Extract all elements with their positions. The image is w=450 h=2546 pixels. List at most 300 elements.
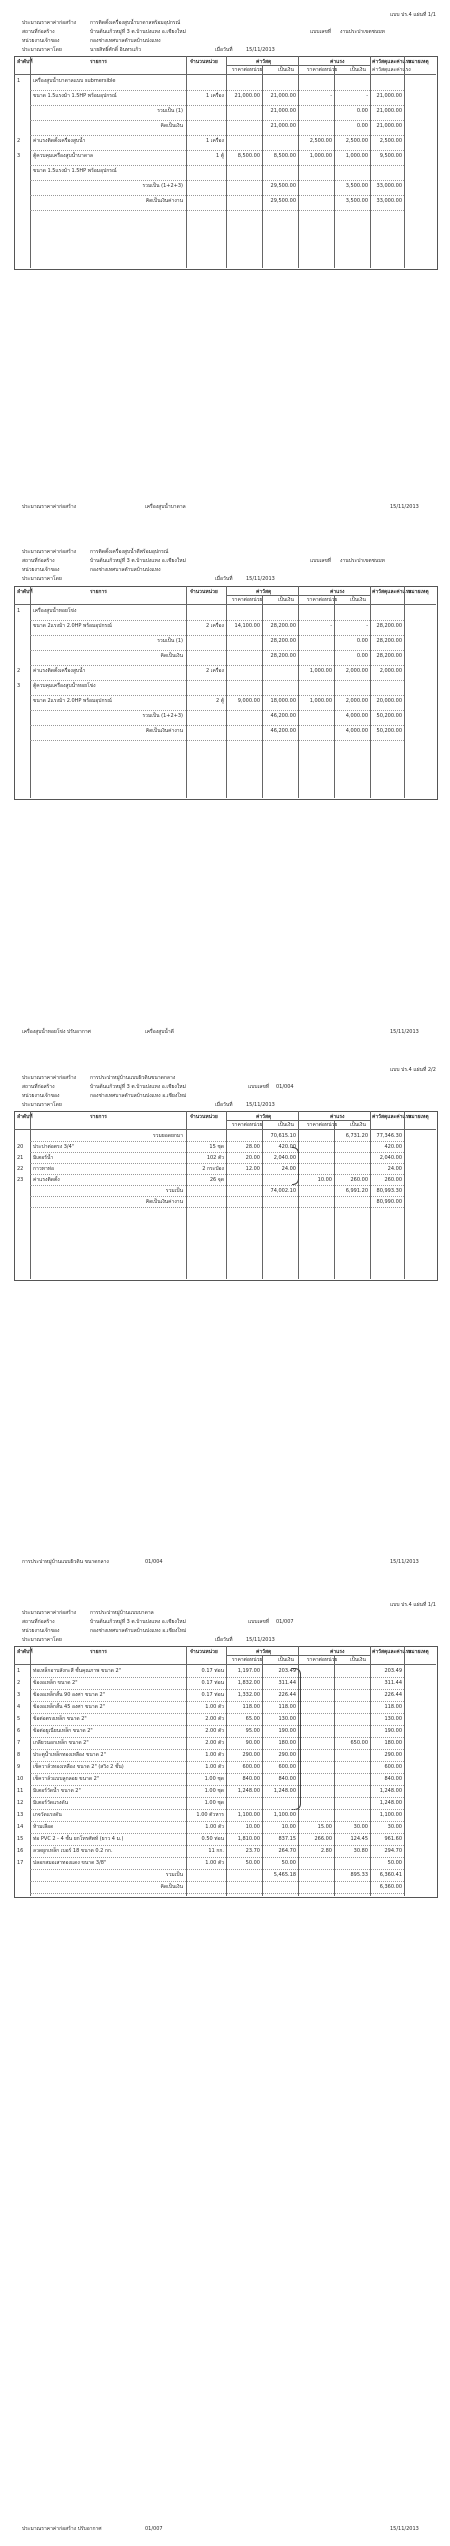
cell-item: ท่อเหล็กอาบสังกะสี ชั้นคุณภาพ ขนาด 2"	[33, 1668, 121, 1674]
cell-lup: 10.00	[317, 1177, 332, 1183]
col-head-amount: เป็นเงิน	[278, 1657, 294, 1663]
cell-mup: 12.00	[245, 1166, 260, 1172]
cell-no: 2	[17, 1680, 21, 1686]
row-divider	[30, 1196, 404, 1197]
cell-no: 13	[17, 1812, 24, 1818]
col-head-total: ค่าวัสดุและค่าแรง	[372, 1114, 411, 1120]
cell-lamt: 0.00	[356, 108, 368, 114]
cell-total: 30.00	[387, 1824, 402, 1830]
cell-total: 2,040.00	[379, 1155, 402, 1161]
cell-item: รวมเป็น (1)	[157, 638, 183, 644]
col-head-material: ค่าวัสดุ	[256, 59, 272, 65]
cell-mamt: 5,465.18	[273, 1872, 296, 1878]
row-divider	[30, 635, 404, 636]
cell-qty: 1.00 ตัวหาร	[196, 1812, 224, 1818]
cell-no: 3	[17, 683, 21, 689]
form-no-label: แบบเลขที่	[248, 1084, 270, 1090]
row-divider	[30, 1152, 404, 1153]
col-head-amount: เป็นเงิน	[350, 597, 366, 603]
meta-label: ประมาณราคาโดย	[22, 1102, 62, 1108]
cell-item: รวมเป็น (1)	[157, 108, 183, 114]
col-head-total: ค่าวัสดุและค่าแรง	[372, 59, 411, 65]
footer-mid: 01/007	[145, 2526, 163, 2532]
cell-no: 1	[17, 1668, 21, 1674]
cell-item: มิเตอร์น้ำ	[33, 1155, 54, 1161]
cell-item: ท่อ PVC 2 - 4 ชั้น ยกโทรศัพท์ (ยาว 4 ม.)	[33, 1836, 124, 1842]
cell-item: ขนาด 1.5แรงม้า 1.5HP พร้อมอุปกรณ์	[33, 93, 117, 99]
row-divider	[30, 1207, 404, 1208]
cell-mup: 20.00	[245, 1155, 260, 1161]
meta-label: ประมาณราคาค่าก่อสร้าง	[22, 1075, 77, 1081]
row-divider	[30, 650, 404, 651]
cell-lamt: -	[366, 623, 368, 629]
cell-total: 290.00	[384, 1752, 402, 1758]
cell-mup: 50.00	[245, 1860, 260, 1866]
cell-item: มิเตอร์วัดแรงดัน	[33, 1800, 69, 1806]
col-head-amount: เป็นเงิน	[278, 67, 294, 73]
row-divider	[30, 1821, 404, 1822]
cell-item: เครื่องสูบน้ำบาดาลแบบ submersible	[33, 78, 116, 84]
cell-lamt: 650.00	[350, 1740, 368, 1746]
cell-mamt: 837.15	[278, 1836, 296, 1842]
cell-mup: 14,100.00	[234, 623, 260, 629]
cell-no: 7	[17, 1740, 21, 1746]
row-divider	[30, 1773, 404, 1774]
cell-no: 17	[17, 1860, 24, 1866]
form-no-label: แบบเลขที่	[310, 558, 332, 564]
row-divider	[30, 695, 404, 696]
cell-lamt: 4,000.00	[345, 728, 368, 734]
form-no-value: 01/004	[276, 1084, 294, 1090]
cell-no: 11	[17, 1788, 24, 1794]
sheet-3-form-ref: แบบ ปร.4 แผ่นที่ 2/2	[390, 1067, 436, 1073]
cell-lamt: -	[366, 93, 368, 99]
cell-item: คิดเป็นเงินค่างาน	[145, 728, 183, 734]
cell-total: 6,360.41	[379, 1872, 402, 1878]
cell-item: ข้อต่อยูเนี่ยนเหล็ก ขนาด 2"	[33, 1728, 93, 1734]
cell-mamt: 190.00	[278, 1728, 296, 1734]
cell-total: 226.44	[384, 1692, 402, 1698]
cell-qty: 2.00 ตัว	[205, 1716, 224, 1722]
cell-lup: -	[330, 623, 332, 629]
cell-item: ประตูน้ำเหล็กทองเหลือง ขนาด 2"	[33, 1752, 106, 1758]
cell-lup: -	[330, 93, 332, 99]
row-divider	[30, 135, 404, 136]
cell-mamt: 311.44	[278, 1680, 296, 1686]
col-head-remark: หมายเหตุ	[408, 1649, 429, 1655]
cell-no: 4	[17, 1704, 21, 1710]
cell-mup: 840.00	[242, 1776, 260, 1782]
col-head-material: ค่าวัสดุ	[256, 1114, 272, 1120]
col-head-remark: หมายเหตุ	[408, 1114, 429, 1120]
col-head-labor: ค่าแรง	[330, 1649, 345, 1655]
col-head-amount: เป็นเงิน	[278, 1122, 294, 1128]
cell-mamt: 420.00	[278, 1144, 296, 1150]
cell-total: 118.00	[384, 1704, 402, 1710]
sheet-4-form-ref: แบบ ปร.4 แผ่นที่ 1/1	[390, 1602, 436, 1608]
cell-qty: 2 เครื่อง	[206, 623, 224, 629]
meta-value: กองช่างเทศบาลตำบลบ้านปงแหง อ.เชียงใหม่	[90, 1628, 187, 1634]
cell-item: เช็ควาล์วทองเหลือง ขนาด 2" (สวิง 2 ชั้น)	[33, 1764, 124, 1770]
col-head-item: รายการ	[90, 1114, 107, 1120]
cell-item: ลวดผูกเหล็ก เบอร์ 18 ขนาด 0.2 กก.	[33, 1848, 113, 1854]
col-head-no: ลำดับที่	[17, 589, 33, 595]
row-divider	[30, 90, 404, 91]
cell-lamt: 30.00	[353, 1824, 368, 1830]
cell-mup: 21,000.00	[234, 93, 260, 99]
footer-left: ประมาณราคาค่าก่อสร้าง ปรับอากาศ	[22, 2526, 102, 2532]
col-head-unit-price: ราคาต่อหน่วย	[232, 1122, 263, 1128]
row-divider	[30, 1713, 404, 1714]
meta-label: หน่วยงานเจ้าของ	[22, 38, 60, 44]
cell-qty: 1 ตู้	[215, 153, 224, 159]
col-head-qty: จำนวนหน่วย	[190, 59, 218, 65]
cell-qty: 2 ตู้	[215, 698, 224, 704]
cell-mamt: 28,200.00	[270, 623, 296, 629]
sheet-1	[0, 0, 450, 520]
cell-mamt: 24.00	[281, 1166, 296, 1172]
col-head-qty: จำนวนหน่วย	[190, 589, 218, 595]
cell-qty: 1.00 ตัว	[205, 1764, 224, 1770]
cell-no: 3	[17, 153, 21, 159]
meta-label: ประมาณราคาค่าก่อสร้าง	[22, 20, 77, 26]
meta-label: สถานที่ก่อสร้าง	[22, 1084, 55, 1090]
cell-item: คิดเป็นเงิน	[160, 123, 183, 129]
row-divider	[30, 1857, 404, 1858]
col-head-labor: ค่าแรง	[330, 589, 345, 595]
row-divider	[30, 1141, 404, 1142]
cell-lamt: 0.00	[356, 638, 368, 644]
form-no-label: แบบเลขที่	[310, 29, 332, 35]
cell-mamt: 29,500.00	[270, 198, 296, 204]
row-divider	[30, 1185, 404, 1186]
row-divider	[30, 1677, 404, 1678]
cell-mamt: 46,200.00	[270, 728, 296, 734]
footer-date: 15/11/2013	[390, 1559, 419, 1565]
date: 15/11/2013	[246, 47, 275, 53]
cell-item: ตู้ควบคุมเครื่องสูบน้ำบาดาล	[33, 153, 93, 159]
cell-qty: 0.17 ท่อน	[201, 1668, 224, 1674]
cell-qty: 1.00 ตัว	[205, 1860, 224, 1866]
cell-item: ข้องอเหล็กสั้น 45 องศา ขนาด 2"	[33, 1704, 105, 1710]
cell-no: 21	[17, 1155, 24, 1161]
cell-item: ข้อต่อตรงเหล็ก ขนาด 2"	[33, 1716, 87, 1722]
meta-value: การติดตั้งเครื่องสูบน้ำบาดาลพร้อมอุปกรณ์	[90, 20, 181, 26]
cell-mamt: 29,500.00	[270, 183, 296, 189]
cell-item: ประปาต่อตรง 3/4"	[33, 1144, 75, 1150]
row-divider	[30, 1749, 404, 1750]
cell-mamt: 10.00	[281, 1824, 296, 1830]
footer-date: 15/11/2013	[390, 504, 419, 510]
cell-total: 77,346.30	[376, 1133, 402, 1139]
cell-qty: 11 กก.	[208, 1848, 224, 1854]
cell-item: มิเตอร์วัดน้ำ ขนาด 2"	[33, 1788, 81, 1794]
meta-label: ประมาณราคาโดย	[22, 47, 62, 53]
form-no-value: 01/007	[276, 1619, 294, 1625]
cell-mamt: 21,000.00	[270, 93, 296, 99]
cell-lamt: 0.00	[356, 653, 368, 659]
cell-item: เช็ควาล์วแบบลูกลอย ขนาด 2"	[33, 1776, 100, 1782]
row-divider	[30, 1737, 404, 1738]
cell-mamt: 226.44	[278, 1692, 296, 1698]
cell-item: ค่าแรงติดตั้งเครื่องสูบน้ำ	[33, 138, 86, 144]
footer-mid: เครื่องสูบน้ำดี	[145, 1029, 174, 1035]
col-head-total-sub: ค่าวัสดุและค่าแรง	[372, 67, 411, 73]
cell-qty: 1.00 ชุด	[204, 1776, 224, 1782]
sheet-2	[0, 525, 450, 1045]
col-head-total: ค่าวัสดุและค่าแรง	[372, 589, 411, 595]
cell-total: 24.00	[387, 1166, 402, 1172]
cell-total: 33,000.00	[376, 183, 402, 189]
row-divider	[30, 180, 404, 181]
cell-mup: 1,100.00	[237, 1812, 260, 1818]
row-divider	[30, 150, 404, 151]
col-head-item: รายการ	[90, 589, 107, 595]
cell-mamt: 46,200.00	[270, 713, 296, 719]
cell-mamt: 21,000.00	[270, 108, 296, 114]
cell-lamt: 2,000.00	[345, 668, 368, 674]
cell-item: ห้ามเลือด	[33, 1824, 54, 1830]
cell-total: 28,200.00	[376, 653, 402, 659]
row-divider	[30, 665, 404, 666]
meta-value: บ้านต้นแก้วหมู่ที่ 3 ต.บ้านปงแหง อ.เชียงใหม่	[90, 29, 186, 35]
cell-mamt: 600.00	[278, 1764, 296, 1770]
col-head-qty: จำนวนหน่วย	[190, 1114, 218, 1120]
cell-mamt: 180.00	[278, 1740, 296, 1746]
cell-total: 311.44	[384, 1680, 402, 1686]
meta-label: สถานที่ก่อสร้าง	[22, 29, 55, 35]
cell-no: 1	[17, 78, 21, 84]
cell-mamt: 18,000.00	[270, 698, 296, 704]
form-no-value: งานประปาเขตชนบท	[340, 29, 385, 35]
cell-total: 294.70	[384, 1848, 402, 1854]
cell-item: รวมเป็น	[165, 1872, 183, 1878]
meta-value: นายสิทธิ์ศักดิ์ อินทรแก้ว	[90, 47, 142, 53]
cell-lup: 1,000.00	[309, 698, 332, 704]
cell-mup: 90.00	[245, 1740, 260, 1746]
row-divider	[30, 710, 404, 711]
col-head-unit-price: ราคาต่อหน่วย	[307, 67, 338, 73]
col-head-unit-price: ราคาต่อหน่วย	[232, 67, 263, 73]
cell-lamt: 30.80	[353, 1848, 368, 1854]
meta-value: การติดตั้งเครื่องสูบน้ำดีพร้อมอุปกรณ์	[90, 549, 169, 555]
date-label: เมื่อวันที่	[215, 47, 233, 53]
cell-mup: 9,000.00	[237, 698, 260, 704]
row-divider	[30, 1761, 404, 1762]
cell-no: 9	[17, 1764, 21, 1770]
cell-total: 1,100.00	[379, 1812, 402, 1818]
row-divider	[30, 1809, 404, 1810]
cell-total: 600.00	[384, 1764, 402, 1770]
footer-date: 15/11/2013	[390, 2526, 419, 2532]
cell-no: 23	[17, 1177, 24, 1183]
cell-item: ข้องอเหล็ก ขนาด 2"	[33, 1680, 78, 1686]
sheet-3	[0, 1055, 450, 1575]
meta-label: สถานที่ก่อสร้าง	[22, 558, 55, 564]
sheet-1-form-ref: แบบ ปร.4 แผ่นที่ 1/1	[390, 12, 436, 18]
cell-total: 80,993.30	[376, 1188, 402, 1194]
cell-lamt: 2,000.00	[345, 698, 368, 704]
cell-no: 15	[17, 1836, 24, 1842]
cell-qty: 1.00 ตัว	[205, 1824, 224, 1830]
row-divider	[30, 725, 404, 726]
cell-mamt: 28,200.00	[270, 653, 296, 659]
cell-qty: 1 เครื่อง	[206, 138, 224, 144]
col-head-amount: เป็นเงิน	[350, 67, 366, 73]
cell-lup: 1,000.00	[309, 668, 332, 674]
col-head-qty: จำนวนหน่วย	[190, 1649, 218, 1655]
cell-mamt: 28,200.00	[270, 638, 296, 644]
cell-item: คิดเป็นเงิน	[160, 653, 183, 659]
cell-item: คิดเป็นเงินค่างาน	[145, 1199, 183, 1205]
footer-date: 15/11/2013	[390, 1029, 419, 1035]
cell-mup: 23.70	[245, 1848, 260, 1854]
cell-qty: 15 ชุด	[209, 1144, 224, 1150]
footer-left: ประมาณราคาค่าก่อสร้าง	[22, 504, 77, 510]
col-head-unit-price: ราคาต่อหน่วย	[232, 1657, 263, 1663]
footer-mid: 01/004	[145, 1559, 163, 1565]
row-divider	[30, 1881, 404, 1882]
cell-mamt: 50.00	[281, 1860, 296, 1866]
col-head-no: ลำดับที่	[17, 1114, 33, 1120]
row-divider	[30, 620, 404, 621]
cell-mamt: 74,002.10	[270, 1188, 296, 1194]
cell-total: 190.00	[384, 1728, 402, 1734]
row-divider	[30, 120, 404, 121]
meta-value: บ้านต้นแก้วหมู่ที่ 3 ต.บ้านปงแหง อ.เชียงใหม่	[90, 558, 186, 564]
cell-qty: 1.00 ชุด	[204, 1788, 224, 1794]
cell-total: 203.49	[384, 1668, 402, 1674]
date-label: เมื่อวันที่	[215, 1102, 233, 1108]
col-head-remark: หมายเหตุ	[408, 59, 429, 65]
sheet-4	[0, 1590, 450, 2546]
meta-value: บ้านต้นแก้วหมู่ที่ 3 ต.บ้านปงแหง อ.เชียงใหม่	[90, 1619, 186, 1625]
col-head-labor: ค่าแรง	[330, 59, 345, 65]
meta-label: สถานที่ก่อสร้าง	[22, 1619, 55, 1625]
cell-lup: 2.80	[320, 1848, 332, 1854]
cell-total: 20,000.00	[376, 698, 402, 704]
cell-no: 14	[17, 1824, 24, 1830]
cell-mamt: 130.00	[278, 1716, 296, 1722]
meta-label: หน่วยงานเจ้าของ	[22, 567, 60, 573]
col-head-material: ค่าวัสดุ	[256, 589, 272, 595]
cell-lup: 266.00	[314, 1836, 332, 1842]
date: 15/11/2013	[246, 576, 275, 582]
col-head-no: ลำดับที่	[17, 1649, 33, 1655]
meta-label: ประมาณราคาค่าก่อสร้าง	[22, 549, 77, 555]
meta-value: กองช่างเทศบาลตำบลบ้านปงแหง	[90, 567, 161, 573]
cell-mamt: 2,040.00	[273, 1155, 296, 1161]
cell-item: รวมยอดยกมา	[152, 1133, 183, 1139]
col-head-no: ลำดับที่	[17, 59, 33, 65]
row-divider	[30, 1833, 404, 1834]
cell-lamt: 3,500.00	[345, 198, 368, 204]
cell-no: 3	[17, 1692, 21, 1698]
col-head-unit-price: ราคาต่อหน่วย	[307, 597, 338, 603]
meta-value: บ้านต้นแก้วหมู่ที่ 3 ต.บ้านปงแหง อ.เชียงใหม่	[90, 1084, 186, 1090]
cell-mamt: 8,500.00	[273, 153, 296, 159]
cell-item: รวมเป็น (1+2+3)	[142, 713, 183, 719]
cell-item: ขนาด 2แรงม้า 2.0HP พร้อมอุปกรณ์	[33, 623, 112, 629]
cell-no: 10	[17, 1776, 24, 1782]
cell-item: ขนาด 1.5แรงม้า 1.5HP พร้อมอุปกรณ์	[33, 168, 117, 174]
row-divider	[30, 1163, 404, 1164]
row-divider	[30, 680, 404, 681]
meta-value: กองช่างเทศบาลตำบลบ้านปงแหง	[90, 38, 161, 44]
cell-mup: 1,332.00	[237, 1692, 260, 1698]
col-head-unit-price: ราคาต่อหน่วย	[307, 1657, 338, 1663]
cell-total: 2,000.00	[379, 668, 402, 674]
cell-qty: 1.00 ตัว	[205, 1752, 224, 1758]
cell-total: 50.00	[387, 1860, 402, 1866]
cell-mamt: 1,248.00	[273, 1788, 296, 1794]
cell-item: เกลียวนอกเหล็ก ขนาด 2"	[33, 1740, 89, 1746]
col-head-item: รายการ	[90, 1649, 107, 1655]
meta-label: ประมาณราคาโดย	[22, 1637, 62, 1643]
cell-no: 8	[17, 1752, 21, 1758]
col-head-unit-price: ราคาต่อหน่วย	[307, 1122, 338, 1128]
cell-total: 50,200.00	[376, 713, 402, 719]
col-head-total: ค่าวัสดุและค่าแรง	[372, 1649, 411, 1655]
cell-no: 1	[17, 608, 21, 614]
cell-total: 1,248.00	[379, 1788, 402, 1794]
cell-lamt: 124.45	[350, 1836, 368, 1842]
cell-total: 50,200.00	[376, 728, 402, 734]
cell-mamt: 264.70	[278, 1848, 296, 1854]
cell-total: 9,500.00	[379, 153, 402, 159]
cell-mamt: 203.49	[278, 1668, 296, 1674]
row-divider	[30, 1725, 404, 1726]
cell-mup: 1,832.00	[237, 1680, 260, 1686]
cell-lamt: 6,991.20	[345, 1188, 368, 1194]
cell-item: คิดเป็นเงินค่างาน	[145, 198, 183, 204]
cell-no: 22	[17, 1166, 24, 1172]
meta-label: หน่วยงานเจ้าของ	[22, 1628, 60, 1634]
col-head-unit-price: ราคาต่อหน่วย	[232, 597, 263, 603]
footer-mid: เครื่องสูบน้ำบาดาล	[145, 504, 186, 510]
cell-item: เกจวัดแรงดัน	[33, 1812, 62, 1818]
cell-total: 21,000.00	[376, 93, 402, 99]
col-head-amount: เป็นเงิน	[350, 1122, 366, 1128]
cell-lamt: 1,000.00	[345, 153, 368, 159]
col-head-material: ค่าวัสดุ	[256, 1649, 272, 1655]
cell-mup: 290.00	[242, 1752, 260, 1758]
cell-total: 840.00	[384, 1776, 402, 1782]
cell-item: ค่าแรงติดตั้งเครื่องสูบน้ำ	[33, 668, 86, 674]
col-head-labor: ค่าแรง	[330, 1114, 345, 1120]
cell-total: 21,000.00	[376, 123, 402, 129]
cell-qty: 2 เครื่อง	[206, 668, 224, 674]
cell-total: 28,200.00	[376, 638, 402, 644]
cell-mup: 118.00	[242, 1704, 260, 1710]
row-divider	[30, 1869, 404, 1870]
cell-qty: 2.00 ตัว	[205, 1740, 224, 1746]
cell-lup: 1,000.00	[309, 153, 332, 159]
cell-no: 16	[17, 1848, 24, 1854]
cell-item: รวมเป็น (1+2+3)	[142, 183, 183, 189]
col-head-amount: เป็นเงิน	[350, 1657, 366, 1663]
cell-qty: 1 เครื่อง	[206, 93, 224, 99]
cell-mamt: 118.00	[278, 1704, 296, 1710]
cell-item: ค่าแรงติดตั้ง	[33, 1177, 60, 1183]
cell-mamt: 290.00	[278, 1752, 296, 1758]
cell-total: 420.00	[384, 1144, 402, 1150]
cell-qty: 0.50 ท่อน	[201, 1836, 224, 1842]
cell-total: 260.00	[384, 1177, 402, 1183]
cell-qty: 2.00 ตัว	[205, 1728, 224, 1734]
footer-left: การประปาหมู่บ้านแบบผิวดิน ขนาดกลาง	[22, 1559, 109, 1565]
meta-value: การประปาหมู่บ้านแบบผิวดินขนาดกลาง	[90, 1075, 176, 1081]
